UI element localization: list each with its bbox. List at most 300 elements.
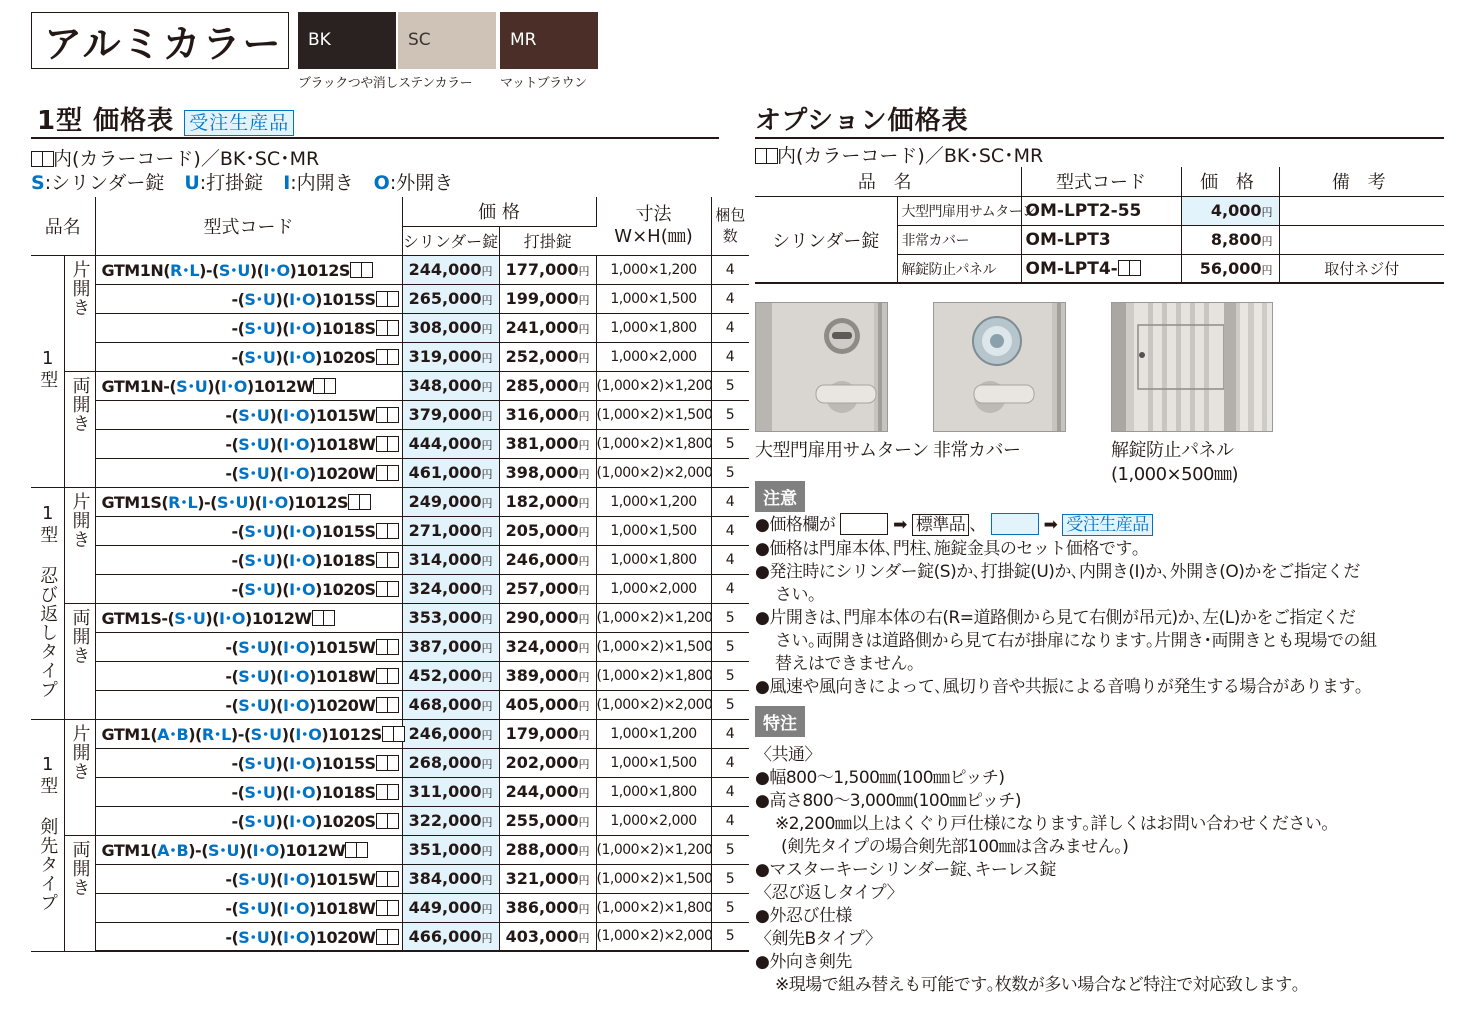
latch-price (499, 371, 596, 400)
header-latch: 打掛錠 (499, 226, 596, 255)
special-line: 〈共通〉 (755, 745, 821, 765)
cylinder-price (402, 864, 499, 893)
latch-price-value: 290,000 (505, 608, 579, 627)
latch-price-value: 257,000 (505, 579, 579, 598)
cylinder-price-value: 384,000 (408, 869, 482, 888)
latch-price-value: 389,000 (505, 666, 579, 685)
model-option: S･U (244, 348, 276, 367)
latch-price-value: 199,000 (505, 289, 579, 308)
option-table (755, 167, 1444, 284)
opt-header-note: 備 考 (1279, 167, 1444, 196)
model-suffix: )1012S (287, 493, 349, 512)
special-line: 〈剣先Bタイプ〉 (755, 929, 882, 949)
color-code-box (387, 349, 399, 365)
cylinder-price (402, 255, 499, 284)
latch-price (499, 922, 596, 951)
table-row (31, 429, 749, 458)
model-code (95, 690, 402, 719)
model-sep: )( (249, 261, 264, 280)
model-prefix: -( (231, 348, 245, 367)
group-label-cell (31, 255, 64, 487)
latch-price (499, 574, 596, 603)
color-code-box (387, 813, 399, 829)
latch-price-value: 244,000 (505, 782, 579, 801)
cylinder-price-value: 265,000 (408, 289, 482, 308)
yen-unit: 円 (578, 410, 590, 423)
header-model: 型式コード (95, 197, 402, 255)
model-option: I･O (289, 319, 316, 338)
cylinder-price (402, 893, 499, 922)
model-option: S･U (244, 319, 276, 338)
table-row (31, 922, 749, 951)
cylinder-price-value: 324,000 (408, 579, 482, 598)
pack-count: 4 (711, 284, 749, 313)
cylinder-price (402, 342, 499, 371)
latch-price-value: 246,000 (505, 550, 579, 569)
table-row (31, 835, 749, 864)
latch-price (499, 806, 596, 835)
model-option: S･U (218, 261, 250, 280)
model-code (95, 661, 402, 690)
cylinder-price (402, 313, 499, 342)
cylinder-price-value: 466,000 (408, 926, 482, 946)
table-row (31, 864, 749, 893)
model-suffix: )1012S (321, 725, 382, 744)
latch-price (499, 777, 596, 806)
yen-unit: 円 (578, 903, 590, 916)
door-type-cell (64, 835, 95, 951)
size-cell: (1,000×2)×1,800 (596, 893, 711, 922)
yen-unit: 円 (578, 439, 590, 452)
special-line: ●外忍び仕様 (755, 906, 852, 926)
yen-unit: 円 (578, 555, 590, 568)
option-item: 解錠防止パネル (897, 254, 1021, 283)
model-suffix: )1018W (309, 899, 376, 918)
model-code (95, 806, 402, 835)
model-option: I･O (282, 406, 309, 425)
door-type-label: 両開き (69, 839, 91, 897)
table-row (31, 342, 749, 371)
model-suffix: )1018S (315, 783, 376, 802)
cylinder-price (402, 922, 499, 951)
option-note (1279, 196, 1444, 225)
yen-unit: 円 (578, 352, 590, 365)
pack-count: 4 (711, 777, 749, 806)
yen-unit: 円 (481, 381, 493, 394)
model-prefix: GTM1( (101, 841, 158, 860)
model-prefix: -( (231, 812, 245, 831)
color-code-box (387, 581, 399, 597)
option-code (1021, 196, 1181, 225)
caution-notes (755, 538, 1377, 699)
yen-unit: 円 (481, 642, 493, 655)
model-prefix: -( (225, 464, 239, 483)
size-cell: 1,000×1,200 (596, 487, 711, 516)
model-sep: )( (269, 638, 283, 657)
model-sep: )( (275, 348, 290, 367)
model-option: S･U (238, 899, 270, 918)
table-row (31, 255, 749, 284)
emergency-cover-photo (933, 302, 1066, 432)
caution-tag: 注意 (755, 481, 805, 512)
color-code-box (387, 697, 399, 713)
model-prefix: -( (231, 754, 245, 773)
model-suffix: )1018S (315, 319, 376, 338)
latch-price-value: 179,000 (505, 724, 579, 743)
door-type-label: 両開き (69, 607, 91, 665)
legend-key: U (184, 172, 200, 194)
pack-count: 5 (711, 429, 749, 458)
latch-price (499, 719, 596, 748)
pack-count: 4 (711, 487, 749, 516)
model-suffix: )1020S (315, 348, 376, 367)
model-code (95, 284, 402, 313)
model-option: I･O (289, 580, 316, 599)
option-price-value: 8,800 (1210, 230, 1262, 249)
yen-unit: 円 (1261, 235, 1273, 248)
lock-legend (31, 168, 473, 195)
model-option: S･U (238, 638, 270, 657)
cylinder-price-value: 308,000 (408, 318, 482, 337)
caution-line: 替えはできません｡ (775, 654, 915, 674)
cylinder-price (402, 371, 499, 400)
table-row (31, 545, 749, 574)
pack-count: 4 (711, 719, 749, 748)
cylinder-price-value: 468,000 (408, 695, 482, 714)
pack-count: 5 (711, 458, 749, 487)
color-code-box (361, 262, 373, 278)
model-sep: )( (269, 696, 283, 715)
standard-box (840, 513, 888, 535)
model-suffix: )1018S (315, 551, 376, 570)
special-line: 〈忍び返しタイプ〉 (755, 883, 904, 903)
size-cell: (1,000×2)×1,200 (596, 603, 711, 632)
color-code-box (387, 523, 399, 539)
color-code-box (387, 871, 399, 887)
model-prefix: -( (225, 435, 239, 454)
latch-price-value: 205,000 (505, 521, 579, 540)
special-order-tag: 特注 (755, 706, 805, 737)
model-option: I･O (263, 261, 290, 280)
color-code-box (393, 726, 405, 742)
model-suffix: )1018W (309, 435, 376, 454)
option-code-value: OM-LPT3 (1025, 229, 1111, 250)
color-code-box (387, 755, 399, 771)
cylinder-price (402, 748, 499, 777)
door-type-label: 片開き (69, 259, 91, 317)
option-color-code-note (755, 141, 1043, 168)
model-sep: )( (275, 783, 290, 802)
color-code-box (387, 407, 399, 423)
size-cell: 1,000×1,800 (596, 777, 711, 806)
legend-key: O (373, 172, 390, 194)
model-option: S･U (244, 754, 276, 773)
cylinder-price (402, 458, 499, 487)
option-price (1181, 254, 1279, 283)
model-option: S･U (244, 290, 276, 309)
model-code (95, 719, 402, 748)
group-label: 1型 忍び返しタイプ (37, 502, 59, 699)
cylinder-price-value: 348,000 (408, 376, 482, 395)
model-code (95, 342, 402, 371)
model-option: I･O (218, 609, 246, 628)
table-row (31, 371, 749, 400)
latch-price (499, 313, 596, 342)
cylinder-price-value: 314,000 (408, 550, 482, 569)
color-code-box (387, 436, 399, 452)
size-cell: (1,000×2)×1,200 (596, 835, 711, 864)
price-table (31, 197, 749, 952)
yen-unit: 円 (578, 671, 590, 684)
color-code-box (324, 378, 336, 394)
special-order-notes (755, 744, 1329, 997)
model-option: S･U (174, 609, 206, 628)
model-prefix: -( (225, 899, 239, 918)
color-code-box (387, 929, 399, 945)
model-code (95, 429, 402, 458)
heading-rule (31, 137, 719, 139)
model-prefix: -( (231, 290, 245, 309)
yen-unit: 円 (578, 381, 590, 394)
model-suffix: )1015S (315, 754, 376, 773)
model-sep: )( (269, 667, 283, 686)
model-prefix: -( (225, 406, 239, 425)
size-cell: (1,000×2)×1,500 (596, 632, 711, 661)
size-cell: 1,000×2,000 (596, 806, 711, 835)
option-price-value: 4,000 (1210, 201, 1262, 220)
model-sep: )( (269, 435, 283, 454)
latch-price-value: 398,000 (505, 463, 579, 482)
special-line: ●高さ800～3,000㎜(100㎜ピッチ) (755, 791, 1021, 811)
size-cell: 1,000×1,500 (596, 516, 711, 545)
option-heading-rule (755, 137, 1444, 139)
model-option: I･O (289, 812, 316, 831)
pack-count: 5 (711, 400, 749, 429)
size-cell: 1,000×2,000 (596, 342, 711, 371)
caution-line: ●片開きは､門扉本体の右(R=道路側から見て右側が吊元)か､左(L)かをご指定くだ (755, 608, 1356, 628)
yen-unit: 円 (578, 845, 590, 858)
latch-price-value: 202,000 (505, 753, 579, 772)
latch-price-value: 403,000 (505, 926, 579, 946)
model-option: I･O (289, 348, 316, 367)
model-option: S･U (238, 435, 270, 454)
anti-unlock-panel-size: (1,000×500㎜) (1111, 464, 1239, 485)
model-sep: )( (247, 493, 262, 512)
yen-unit: 円 (481, 816, 493, 829)
opt-header-item: 品 名 (755, 167, 1021, 196)
yen-unit: 円 (481, 845, 493, 858)
latch-price-value: 381,000 (505, 434, 579, 453)
legend-prefix: ●価格欄が (755, 515, 836, 535)
model-sep: )-( (197, 493, 217, 512)
model-suffix: )1012W (278, 841, 346, 860)
color-code-box (359, 494, 371, 510)
model-prefix: -( (231, 580, 245, 599)
swatch-bk: BK (298, 12, 396, 69)
table-row (31, 574, 749, 603)
caution-line: ●価格は門扉本体､門柱､施錠金具のセット価格です｡ (755, 539, 1140, 559)
yen-unit: 円 (578, 729, 590, 742)
model-option: I･O (282, 435, 309, 454)
model-prefix: GTM1N( (101, 261, 171, 280)
table-row (31, 458, 749, 487)
color-section-title: アルミカラー (31, 12, 289, 69)
model-suffix: )1020S (315, 580, 376, 599)
yen-unit: 円 (481, 729, 493, 742)
option-table-title: オプション価格表 (755, 106, 969, 136)
model-suffix: )1015W (309, 406, 376, 425)
latch-price-value: 285,000 (505, 376, 579, 395)
model-option: I･O (282, 696, 309, 715)
header-size-unit: W×H(㎜) (614, 225, 693, 247)
header-price: 価 格 (402, 197, 596, 226)
model-sep: )( (239, 841, 253, 860)
cylinder-price-value: 319,000 (408, 347, 482, 366)
anti-unlock-panel-caption: 解錠防止パネル (1111, 440, 1234, 461)
special-line: ※現場で組み替えも可能です｡枚数が多い場合など特注で対応致します｡ (775, 975, 1300, 995)
model-prefix: -( (231, 551, 245, 570)
latch-price-value: 252,000 (505, 347, 579, 366)
door-type-label: 片開き (69, 491, 91, 549)
pack-count: 5 (711, 690, 749, 719)
option-code-value: OM-LPT2-55 (1025, 200, 1142, 221)
table-row (31, 893, 749, 922)
pack-count: 5 (711, 922, 749, 951)
size-cell: (1,000×2)×1,500 (596, 864, 711, 893)
model-code (95, 458, 402, 487)
cylinder-price (402, 719, 499, 748)
model-code (95, 313, 402, 342)
yen-unit: 円 (578, 497, 590, 510)
opt-header-model: 型式コード (1021, 167, 1181, 196)
color-code-box (387, 668, 399, 684)
model-sep: )( (188, 725, 202, 744)
model-sep: )( (269, 870, 283, 889)
thumb-turn-photo (755, 302, 888, 432)
model-suffix: )1015W (309, 638, 376, 657)
model-prefix: GTM1( (101, 725, 158, 744)
cylinder-price (402, 835, 499, 864)
model-option: I･O (289, 290, 316, 309)
yen-unit: 円 (481, 787, 493, 800)
model-prefix: -( (225, 696, 239, 715)
model-option: I･O (282, 870, 309, 889)
yen-unit: 円 (481, 874, 493, 887)
cylinder-price (402, 690, 499, 719)
group-label-cell (31, 719, 64, 951)
cylinder-price-value: 379,000 (408, 405, 482, 424)
model-code (95, 835, 402, 864)
special-line: (剣先タイプの場合剣先部100㎜は含みません｡) (781, 837, 1129, 857)
model-prefix: -( (225, 927, 239, 947)
cylinder-price (402, 632, 499, 661)
legend-text: :シリンダー錠 (44, 172, 165, 194)
color-code-box (1129, 260, 1141, 276)
model-option: S･U (216, 493, 248, 512)
model-code (95, 893, 402, 922)
model-option: I･O (282, 638, 309, 657)
latch-price-value: 386,000 (505, 898, 579, 917)
yen-unit: 円 (481, 497, 493, 510)
pack-count: 4 (711, 574, 749, 603)
yen-unit: 円 (578, 526, 590, 539)
model-option: S･U (244, 551, 276, 570)
latch-price (499, 661, 596, 690)
cylinder-price-value: 449,000 (408, 898, 482, 917)
yen-unit: 円 (578, 642, 590, 655)
caution-line: さい｡両開きは道路側から見て右が掛扉になります｡片開き･両開きとも現場での組 (775, 631, 1377, 651)
cylinder-price (402, 574, 499, 603)
color-code-box (387, 291, 399, 307)
model-option: S･U (244, 522, 276, 541)
latch-price-value: 405,000 (505, 695, 579, 714)
model-suffix: )1020S (315, 812, 376, 831)
model-sep: )-( (188, 841, 208, 860)
model-sep: )( (205, 609, 219, 628)
size-cell: (1,000×2)×2,000 (596, 922, 711, 951)
color-code-text: 内(カラーコード)／BK･SC･MR (53, 148, 320, 170)
latch-price (499, 400, 596, 429)
size-cell: 1,000×2,000 (596, 574, 711, 603)
cylinder-price-value: 461,000 (408, 463, 482, 482)
price-legend-line: ●価格欄が ➡ 標準品 、 ➡ 受注生産品 (755, 513, 1153, 537)
model-code (95, 400, 402, 429)
model-prefix: GTM1N-( (101, 377, 177, 396)
model-sep: )( (275, 812, 290, 831)
model-option: S･U (238, 406, 270, 425)
legend-key: S (31, 172, 45, 194)
table-row (31, 806, 749, 835)
latch-price (499, 748, 596, 777)
pack-count: 4 (711, 313, 749, 342)
model-sep: )-( (230, 725, 251, 744)
option-color-code-text: 内(カラーコード)／BK･SC･MR (777, 145, 1044, 167)
model-option: S･U (208, 841, 240, 860)
model-sep: )( (269, 464, 283, 483)
latch-price (499, 487, 596, 516)
color-code-box (387, 784, 399, 800)
cylinder-price (402, 400, 499, 429)
yen-unit: 円 (481, 700, 493, 713)
cylinder-price (402, 603, 499, 632)
model-sep: )( (269, 927, 283, 947)
latch-price (499, 458, 596, 487)
model-prefix: -( (225, 638, 239, 657)
cylinder-price-value: 351,000 (408, 840, 482, 859)
latch-price (499, 284, 596, 313)
latch-price (499, 632, 596, 661)
option-note: 取付ネジ付 (1279, 254, 1444, 283)
model-suffix: )1018W (309, 667, 376, 686)
table-row (31, 748, 749, 777)
yen-unit: 円 (481, 613, 493, 626)
option-note (1279, 225, 1444, 254)
special-line: ●幅800～1,500㎜(100㎜ピッチ) (755, 768, 1005, 788)
color-code-note (31, 144, 319, 171)
pack-count: 4 (711, 545, 749, 574)
latch-price-value: 316,000 (505, 405, 579, 424)
table-row (31, 400, 749, 429)
swatch-name-mr: マットブラウン (500, 76, 587, 91)
yen-unit: 円 (481, 410, 493, 423)
model-option: I･O (289, 522, 316, 541)
latch-price (499, 545, 596, 574)
header-pack-label2: 数 (722, 226, 738, 245)
size-cell: 1,000×1,800 (596, 545, 711, 574)
yen-unit: 円 (481, 526, 493, 539)
color-code-box (323, 610, 335, 626)
cylinder-price (402, 516, 499, 545)
